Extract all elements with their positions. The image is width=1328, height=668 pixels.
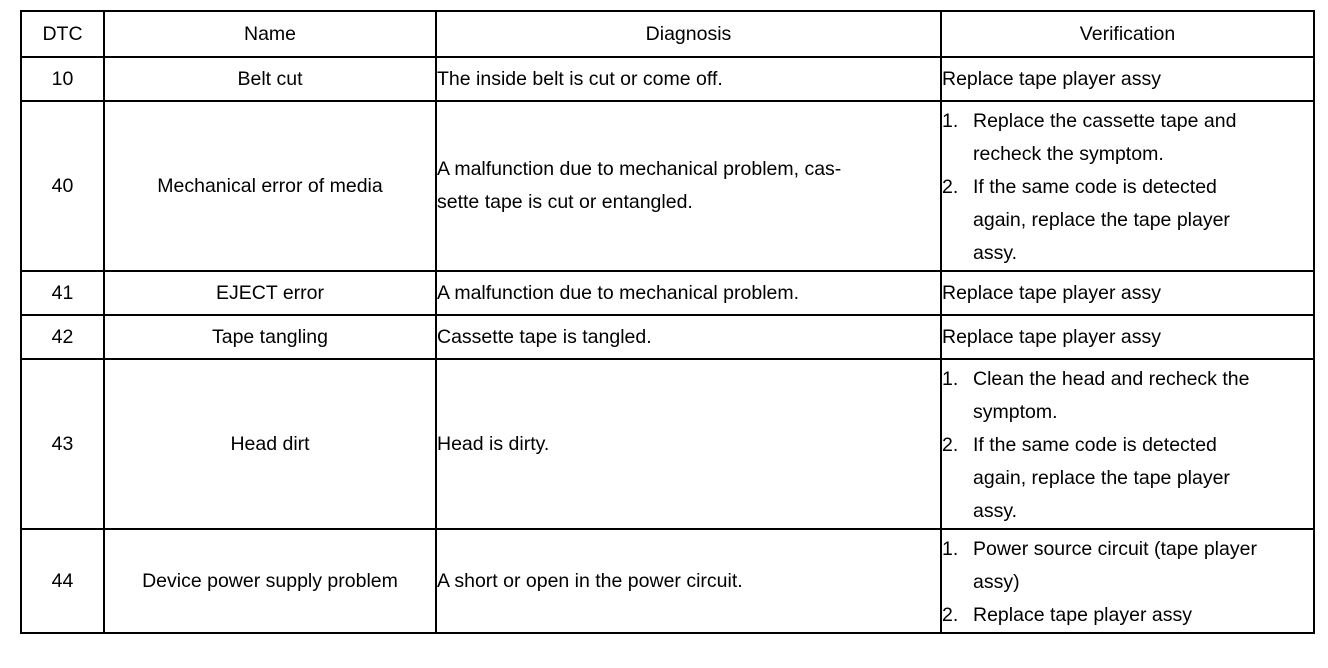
dtc-table — [20, 10, 1315, 634]
table-header-row — [21, 11, 1314, 57]
diagnosis-line: sette tape is cut or entangled. — [437, 191, 693, 213]
step-line: assy. — [973, 242, 1018, 264]
verification-steps — [942, 533, 1313, 632]
diagnosis-line: Cassette tape is tangled. — [437, 325, 652, 348]
step-line: Clean the head and recheck the — [973, 368, 1250, 390]
dtc-code: 41 — [21, 271, 104, 315]
dtc-verification — [941, 529, 1314, 633]
dtc-name: Tape tangling — [104, 315, 436, 359]
dtc-code: 44 — [21, 529, 104, 633]
dtc-diagnosis — [436, 57, 941, 101]
dtc-verification: Replace tape player assy — [941, 57, 1314, 101]
dtc-name: Belt cut — [104, 57, 436, 101]
dtc-verification — [941, 359, 1314, 529]
step-line: symptom. — [973, 401, 1058, 423]
dtc-diagnosis — [436, 101, 941, 271]
dtc-diagnosis — [436, 315, 941, 359]
step-line: Replace the cassette tape and — [973, 110, 1237, 132]
header-verification: Verification — [941, 11, 1314, 57]
verification-steps — [942, 105, 1313, 270]
verification-step — [942, 429, 1313, 528]
step-number: 1. — [942, 110, 959, 132]
step-number: 1. — [942, 368, 959, 390]
table-row — [21, 101, 1314, 271]
diagnosis-line: A malfunction due to mechanical problem, cas- — [437, 158, 842, 180]
diagnosis-line: Head is dirty. — [437, 432, 550, 455]
dtc-name: EJECT error — [104, 271, 436, 315]
verification-steps — [942, 363, 1313, 528]
verification-step — [942, 105, 1313, 171]
step-number: 2. — [942, 176, 959, 198]
diagnosis-line: A malfunction due to mechanical problem. — [437, 281, 800, 304]
dtc-name: Head dirt — [104, 359, 436, 529]
verification-step — [942, 363, 1313, 429]
dtc-name: Device power supply problem — [104, 529, 436, 633]
header-name: Name — [104, 11, 436, 57]
diagnosis-line: A short or open in the power circuit. — [437, 569, 743, 592]
dtc-diagnosis — [436, 271, 941, 315]
diagnosis-line: The inside belt is cut or come off. — [437, 67, 723, 90]
step-number: 2. — [942, 604, 959, 626]
step-line: If the same code is detected — [973, 176, 1217, 198]
step-line: If the same code is detected — [973, 434, 1217, 456]
dtc-code: 42 — [21, 315, 104, 359]
table-row — [21, 315, 1314, 359]
dtc-verification: Replace tape player assy — [941, 271, 1314, 315]
dtc-code: 40 — [21, 101, 104, 271]
step-line: again, replace the tape player — [973, 209, 1230, 231]
header-dtc: DTC — [21, 11, 104, 57]
dtc-code: 43 — [21, 359, 104, 529]
dtc-diagnosis — [436, 529, 941, 633]
verification-step — [942, 171, 1313, 270]
step-line: assy) — [973, 571, 1020, 593]
header-diagnosis: Diagnosis — [436, 11, 941, 57]
step-line: Power source circuit (tape player — [973, 538, 1257, 560]
step-number: 1. — [942, 538, 959, 560]
dtc-verification: Replace tape player assy — [941, 315, 1314, 359]
verification-step — [942, 533, 1313, 599]
dtc-name: Mechanical error of media — [104, 101, 436, 271]
step-line: again, replace the tape player — [973, 467, 1230, 489]
verification-step — [942, 599, 1313, 632]
dtc-diagnosis — [436, 359, 941, 529]
step-number: 2. — [942, 434, 959, 456]
dtc-code: 10 — [21, 57, 104, 101]
step-line: assy. — [973, 500, 1018, 522]
step-line: recheck the symptom. — [973, 143, 1164, 165]
dtc-verification — [941, 101, 1314, 271]
table-row — [21, 57, 1314, 101]
table-row — [21, 359, 1314, 529]
table-row — [21, 529, 1314, 633]
table-row — [21, 271, 1314, 315]
step-line: Replace tape player assy — [973, 604, 1192, 626]
